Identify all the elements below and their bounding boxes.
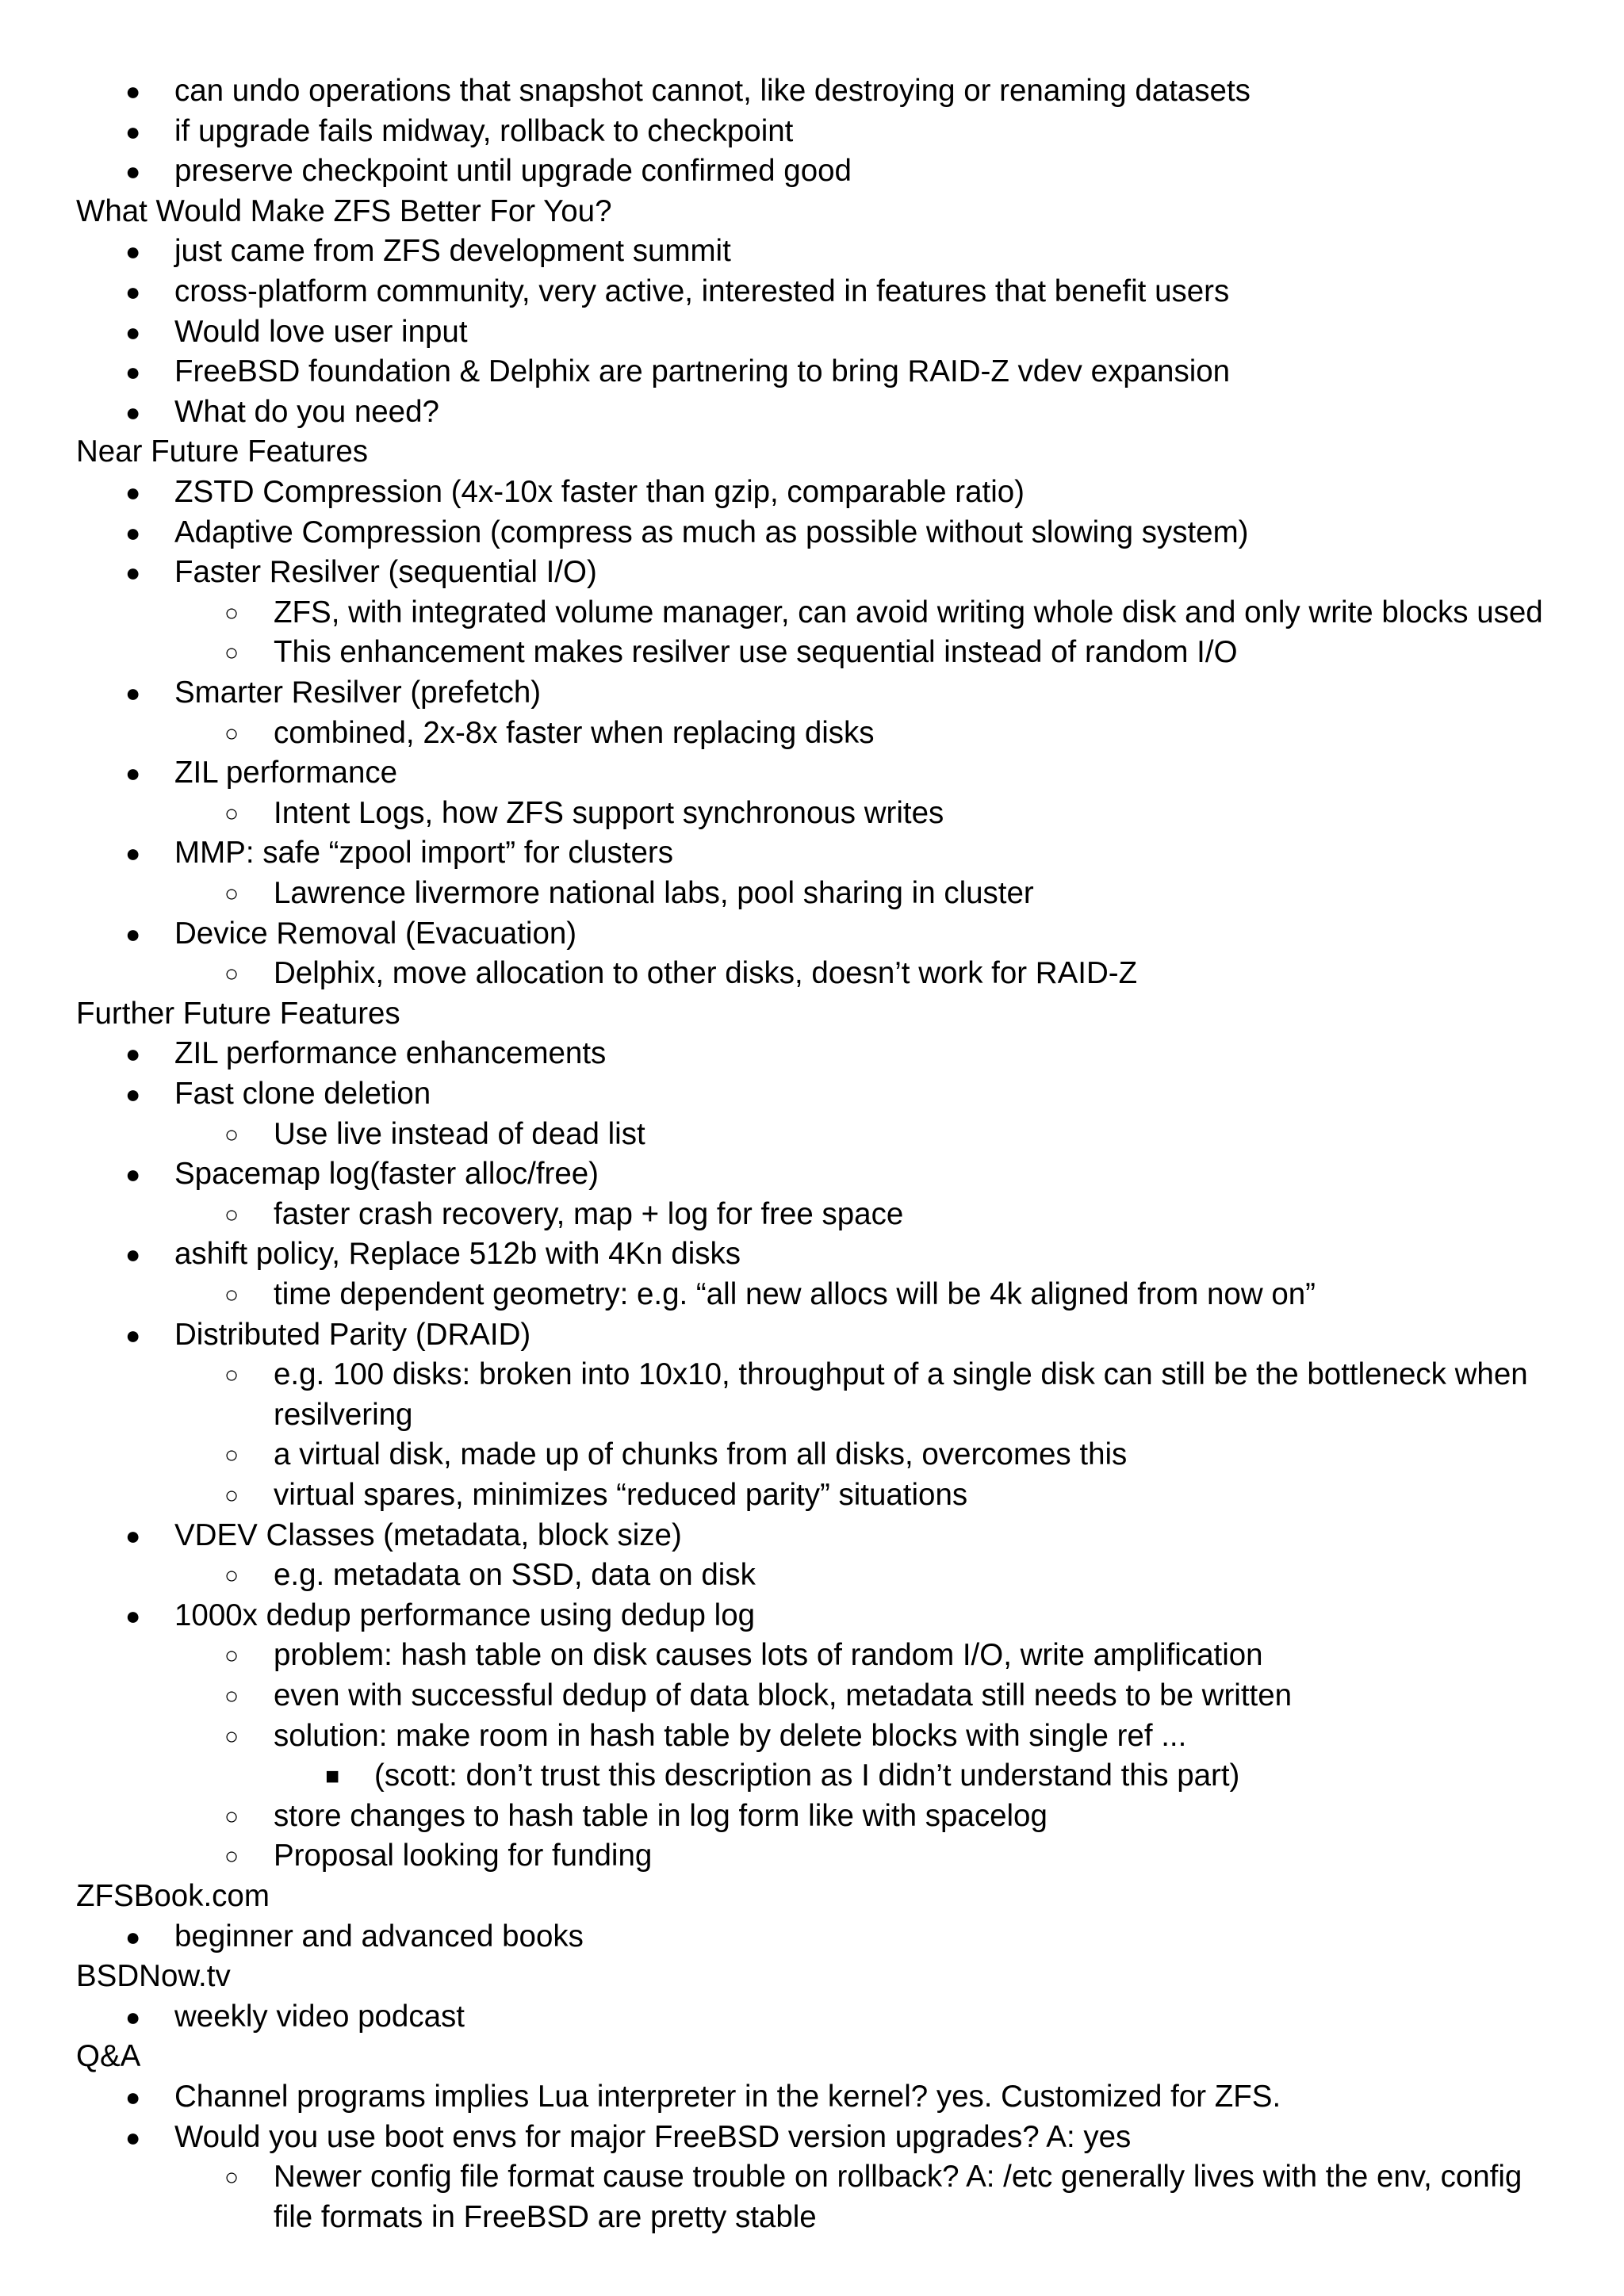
list-item: weekly video podcast [174,1999,465,2034]
bullet-circle-icon: ○ [224,1362,239,1388]
bullet-disc-icon: ● [125,1240,141,1269]
list-item: 1000x dedup performance using dedup log [174,1598,756,1632]
bullet-disc-icon: ● [125,1080,141,1108]
bullet-disc-icon: ● [125,1601,141,1630]
list-item: Newer config file format cause trouble on rollback? A: /etc generally lives with the env, config [274,2160,1522,2194]
bullet-circle-icon: ○ [224,961,239,987]
bullet-disc-icon: ● [125,277,141,306]
bullet-circle-icon: ○ [224,721,239,747]
list-item: FreeBSD foundation & Delphix are partnering to bring RAID-Z vdev expansion [174,354,1231,388]
list-item: beginner and advanced books [174,1919,584,1954]
bullet-disc-icon: ● [125,679,141,707]
list-item: Distributed Parity (DRAID) [174,1318,531,1352]
list-item: Would love user input [174,315,468,349]
list-item: ZSTD Compression (4x-10x faster than gzip, comparable ratio) [174,475,1025,509]
bullet-disc-icon: ● [125,398,141,427]
list-item: cross-platform community, very active, interested in features that benefit users [174,274,1230,308]
bullet-disc-icon: ● [125,117,141,146]
bullet-disc-icon: ● [125,920,141,948]
list-item: Channel programs implies Lua interpreter in the kernel? yes. Customized for ZFS. [174,2080,1281,2114]
bullet-circle-icon: ○ [224,2164,239,2191]
list-item: problem: hash table on disk causes lots of random I/O, write amplification [274,1638,1263,1672]
list-item: solution: make room in hash table by delete blocks with single ref ... [274,1719,1187,1753]
list-item: What do you need? [174,395,439,429]
bullet-circle-icon: ○ [224,640,239,666]
bullet-disc-icon: ● [125,157,141,186]
bullet-circle-icon: ○ [224,1724,239,1750]
list-item: virtual spares, minimizes “reduced parity” situations [274,1478,968,1512]
section-heading: Near Future Features [76,434,369,469]
list-item: This enhancement makes resilver use sequential instead of random I/O [274,635,1238,669]
list-item: Faster Resilver (sequential I/O) [174,555,597,589]
section-heading: Further Future Features [76,997,400,1031]
list-item: resilvering [274,1398,413,1432]
bullet-square-icon: ■ [325,1763,340,1789]
bullet-circle-icon: ○ [224,881,239,907]
bullet-disc-icon: ● [125,2003,141,2031]
list-item: Use live instead of dead list [274,1117,645,1151]
list-item: Lawrence livermore national labs, pool sharing in cluster [274,876,1034,910]
list-item: combined, 2x-8x faster when replacing disks [274,716,875,750]
bullet-circle-icon: ○ [224,1122,239,1148]
section-heading: Q&A [76,2039,141,2073]
list-item: Fast clone deletion [174,1077,431,1111]
list-item: Device Removal (Evacuation) [174,916,577,951]
bullet-disc-icon: ● [125,759,141,787]
bullet-disc-icon: ● [125,318,141,346]
list-item: faster crash recovery, map + log for free space [274,1197,904,1231]
list-item: can undo operations that snapshot cannot, like destroying or renaming datasets [174,74,1251,108]
bullet-circle-icon: ○ [224,1483,239,1509]
bullet-disc-icon: ● [125,1321,141,1349]
list-item: Spacemap log(faster alloc/free) [174,1157,599,1191]
section-heading: BSDNow.tv [76,1959,231,1993]
bullet-circle-icon: ○ [224,1282,239,1308]
bullet-disc-icon: ● [125,358,141,386]
list-item: ZIL performance enhancements [174,1036,607,1070]
list-item: Intent Logs, how ZFS support synchronous writes [274,796,944,830]
list-item: store changes to hash table in log form like with spacelog [274,1799,1048,1833]
bullet-circle-icon: ○ [224,1804,239,1830]
bullet-disc-icon: ● [125,519,141,547]
bullet-disc-icon: ● [125,1923,141,1951]
list-item: Smarter Resilver (prefetch) [174,675,542,710]
bullet-circle-icon: ○ [224,1202,239,1228]
list-item: time dependent geometry: e.g. “all new allocs will be 4k aligned from now on” [274,1277,1316,1311]
bullet-disc-icon: ● [125,237,141,266]
bullet-circle-icon: ○ [224,1683,239,1709]
list-item: Proposal looking for funding [274,1839,653,1873]
bullet-circle-icon: ○ [224,1563,239,1589]
list-item: even with successful dedup of data block, metadata still needs to be written [274,1678,1293,1712]
bullet-disc-icon: ● [125,77,141,105]
list-item: if upgrade fails midway, rollback to checkpoint [174,114,794,148]
list-item: MMP: safe “zpool import” for clusters [174,836,673,870]
list-item: ashift policy, Replace 512b with 4Kn disks [174,1237,741,1271]
list-item: a virtual disk, made up of chunks from all disks, overcomes this [274,1437,1128,1471]
list-item: just came from ZFS development summit [174,234,731,268]
bullet-circle-icon: ○ [224,1843,239,1869]
section-heading: ZFSBook.com [76,1879,270,1913]
bullet-disc-icon: ● [125,1039,141,1068]
bullet-circle-icon: ○ [224,1643,239,1669]
bullet-disc-icon: ● [125,2083,141,2111]
list-item: ZFS, with integrated volume manager, can avoid writing whole disk and only write blocks used [274,595,1543,629]
list-item: Would you use boot envs for major FreeBSD version upgrades? A: yes [174,2120,1132,2154]
section-heading: What Would Make ZFS Better For You? [76,194,612,228]
bullet-disc-icon: ● [125,558,141,587]
bullet-disc-icon: ● [125,2123,141,2152]
bullet-disc-icon: ● [125,1521,141,1550]
bullet-disc-icon: ● [125,839,141,867]
bullet-circle-icon: ○ [224,600,239,626]
list-item: Delphix, move allocation to other disks, doesn’t work for RAID-Z [274,956,1138,990]
list-item: VDEV Classes (metadata, block size) [174,1518,682,1552]
list-item: e.g. metadata on SSD, data on disk [274,1558,756,1592]
list-item: e.g. 100 disks: broken into 10x10, throughput of a single disk can still be the bottleneck when [274,1357,1528,1391]
bullet-circle-icon: ○ [224,801,239,827]
bullet-disc-icon: ● [125,478,141,507]
bullet-circle-icon: ○ [224,1442,239,1468]
list-item: Adaptive Compression (compress as much as possible without slowing system) [174,515,1249,549]
list-item: (scott: don’t trust this description as I didn’t understand this part) [374,1758,1240,1793]
list-item: ZIL performance [174,756,398,790]
bullet-disc-icon: ● [125,1160,141,1188]
list-item: file formats in FreeBSD are pretty stable [274,2200,817,2234]
list-item: preserve checkpoint until upgrade confirmed good [174,154,852,188]
